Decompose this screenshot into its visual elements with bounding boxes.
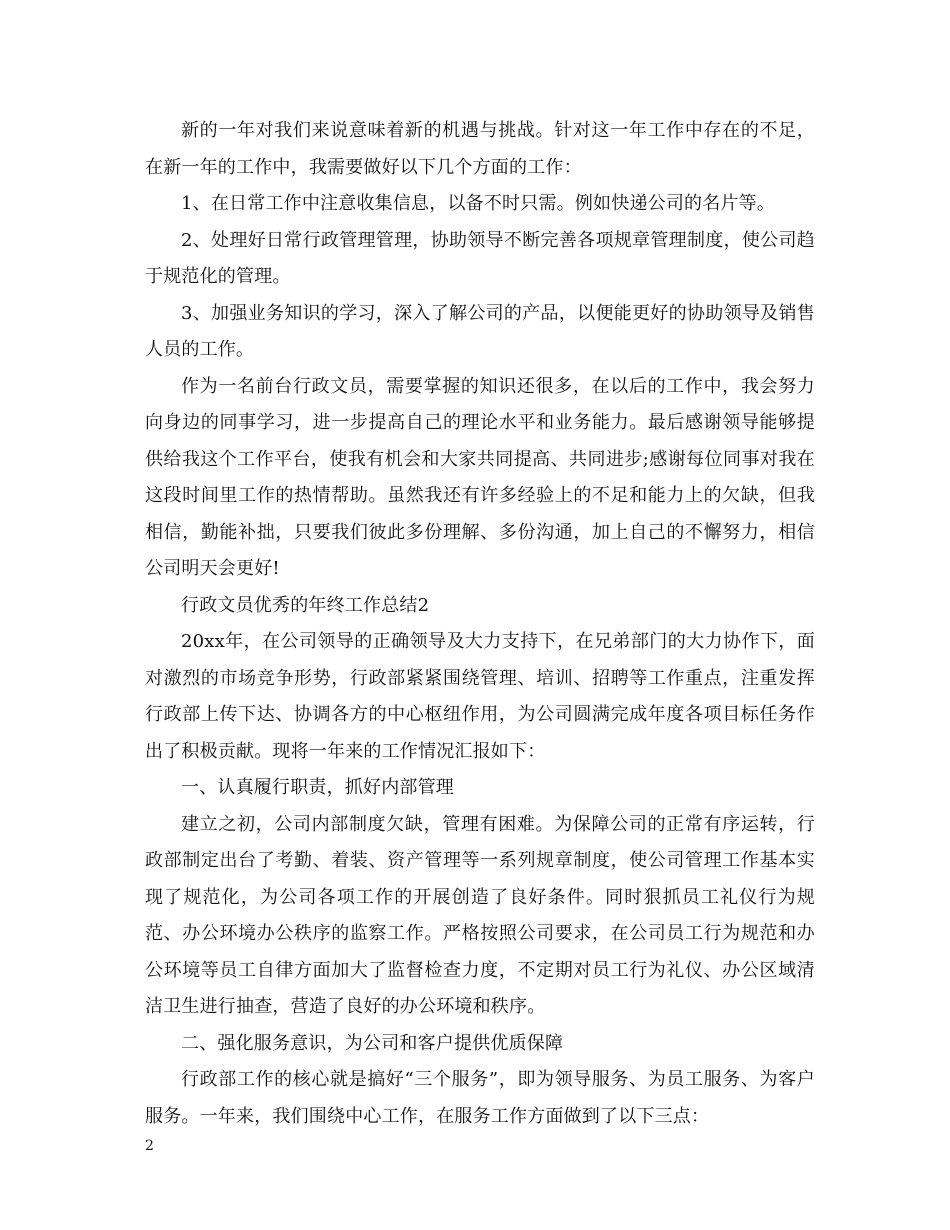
paragraph: 建立之初，公司内部制度欠缺，管理有困难。为保障公司的正常有序运转，行政部制定出台了考勤、着装、资产管理等一系列规章制度，使公司管理工作基本实现了规范化，为公司各项工作的开展创造了良好条件。同时狠抓员工礼仪行为规范、办公环境办公秩序的监察工作。严格按照公司要求，在公司员工行为规范和办公环境等员工自律方面加大了监督检查力度，不定期对员工行为礼仪、办公区域清洁卫生进行抽查，营造了良好的办公环境和秩序。 [145, 813, 815, 1017]
section-heading: 二、强化服务意识，为公司和客户提供优质保障 [181, 1032, 564, 1054]
paragraph: 作为一名前台行政文员，需要掌握的知识还很多，在以后的工作中，我会努力向身边的同事学习，进一步提高自己的理论水平和业务能力。最后感谢领导能够提供给我这个工作平台，使我有机会和大家共同提高、共同进步;感谢每位同事对我在这段时间里工作的热情帮助。虽然我还有许多经验上的不足和能力上的欠缺，但我相信，勤能补拙，只要我们彼此多份理解、多份沟通，加上自己的不懈努力，相信公司明天会更好! [145, 375, 815, 579]
document-body [145, 113, 815, 1135]
paragraph: 20xx年，在公司领导的正确领导及大力支持下，在兄弟部门的大力协作下，面对激烈的市场竞争形势，行政部紧紧围绕管理、培训、招聘等工作重点，注重发挥行政部上传下达、协调各方的中心枢纽作用，为公司圆满完成年度各项目标任务作出了积极贡献。现将一年来的工作情况汇报如下： [145, 631, 815, 762]
page-number: 2 [145, 1138, 154, 1154]
paragraph: 行政部工作的核心就是搞好“三个服务”，即为领导服务、为员工服务、为客户服务。一年来，我们围绕中心工作，在服务工作方面做到了以下三点： [145, 1069, 815, 1127]
section-heading: 一、认真履行职责，抓好内部管理 [181, 777, 454, 798]
paragraph: 2、处理好日常行政管理管理，协助领导不断完善各项规章管理制度，使公司趋于规范化的管理。 [145, 229, 815, 287]
paragraph: 3、加强业务知识的学习，深入了解公司的产品，以便能更好的协助领导及销售人员的工作。 [145, 302, 815, 360]
section-heading: 行政文员优秀的年终工作总结2 [181, 594, 430, 616]
paragraph: 新的一年对我们来说意味着新的机遇与挑战。针对这一年工作中存在的不足，在新一年的工作中，我需要做好以下几个方面的工作： [145, 120, 815, 178]
paragraph: 1、在日常工作中注意收集信息，以备不时只需。例如快递公司的名片等。 [181, 193, 776, 214]
